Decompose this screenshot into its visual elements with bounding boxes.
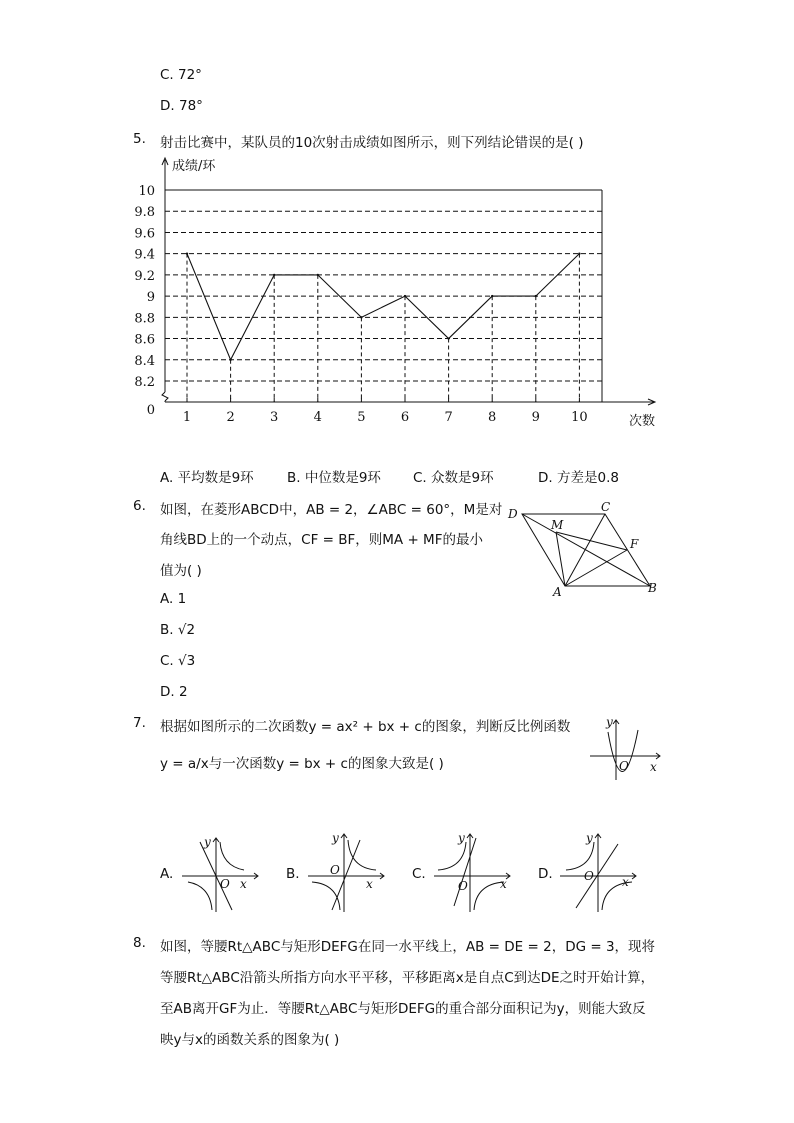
opt-c-x: x	[500, 877, 507, 891]
q7-option-b-graph	[304, 828, 389, 914]
opt-c-o: O	[458, 879, 468, 893]
data-point-8	[491, 295, 493, 297]
opt-d-x: x	[622, 875, 629, 889]
opt-a-o: O	[220, 877, 230, 891]
q8-stem-line2: 等腰Rt△ABC沿箭头所指方向水平平移，平移距离x是自点C到达DE之时开始计算，	[160, 970, 655, 986]
q7-fig-x-label: x	[650, 760, 657, 774]
y-tick-label-9.8: 9.8	[134, 205, 155, 221]
label-f: F	[630, 537, 639, 551]
q8-stem-line3: 至AB离开GF为止．等腰Rt△ABC与矩形DEFG的重合部分面积记为y，则能大致反	[160, 1001, 646, 1017]
data-point-10	[578, 252, 580, 254]
q7-fig-y-label: y	[606, 715, 613, 729]
q7-option-c: C.	[412, 866, 426, 882]
y-tick-label-8.2: 8.2	[134, 375, 155, 390]
q6-rhombus-figure	[500, 495, 670, 600]
data-point-7	[447, 337, 449, 339]
q7-parabola-figure	[585, 710, 670, 785]
opt-b-y: y	[332, 831, 339, 845]
q6-option-d: D. 2	[160, 684, 188, 700]
y-tick-label-9.2: 9.2	[134, 268, 155, 284]
x-tick-label-6: 6	[400, 410, 410, 425]
q8-stem-line1: 如图，等腰Rt△ABC与矩形DEFG在同一水平线上，AB = DE = 2，DG = 3，现将	[160, 939, 656, 955]
diagonal-ac	[565, 514, 605, 586]
label-a: A	[553, 585, 562, 599]
y-tick-label-9.4: 9.4	[134, 247, 155, 263]
q7-option-c-graph	[430, 828, 515, 914]
q5-number: 5.	[133, 131, 146, 147]
q6-stem-line2: 角线BD上的一个动点，CF = BF，则MA + MF的最小	[160, 532, 483, 548]
opt-d-y: y	[586, 831, 593, 845]
data-point-3	[273, 274, 275, 276]
q8-number: 8.	[133, 935, 146, 951]
q5-option-a: A. 平均数是9环	[160, 470, 254, 486]
q7-stem-line2: y = a/x与一次函数y = bx + c的图象大致是( )	[160, 756, 444, 772]
q7-option-d: D.	[538, 866, 553, 882]
opt-b-x: x	[366, 877, 373, 891]
q7-stem-line1: 根据如图所示的二次函数y = ax² + bx + c的图象，判断反比例函数	[160, 719, 571, 735]
q7-option-b: B.	[286, 866, 300, 882]
q6-option-a: A. 1	[160, 591, 187, 607]
y-tick-label-9.6: 9.6	[134, 226, 155, 242]
opt-a-x: x	[240, 877, 247, 891]
data-point-1	[186, 252, 188, 254]
x-tick-label-3: 3	[270, 410, 279, 425]
opt-a-y: y	[204, 835, 211, 849]
y-tick-label-8.6: 8.6	[134, 332, 155, 348]
y-axis-break	[162, 392, 168, 401]
x-axis-label: 次数	[629, 414, 656, 429]
x-tick-label-10: 10	[571, 410, 588, 425]
q8-stem-line4: 映y与x的函数关系的图象为( )	[160, 1032, 340, 1048]
q6-option-b: B. √2	[160, 622, 196, 638]
x-tick-label-1: 1	[182, 410, 192, 425]
x-tick-label-8: 8	[488, 410, 497, 425]
label-d: D	[508, 507, 518, 521]
q5-option-c: C. 众数是9环	[413, 470, 494, 486]
y-tick-label-8.8: 8.8	[134, 311, 155, 327]
label-m: M	[551, 518, 564, 532]
data-point-4	[317, 274, 319, 276]
label-c: C	[601, 500, 611, 514]
opt-b-o: O	[330, 863, 340, 877]
x-tick-label-4: 4	[313, 410, 322, 425]
q7-number: 7.	[133, 715, 146, 731]
data-point-9	[535, 295, 537, 297]
y-axis-label: 成绩/环	[172, 159, 216, 174]
x-tick-label-9: 9	[531, 410, 540, 425]
y-tick-label-9: 9	[146, 290, 155, 306]
y-tick-label-10: 10	[138, 184, 155, 199]
q6-option-c: C. √3	[160, 653, 196, 669]
label-b: B	[648, 581, 657, 595]
y-tick-label-8.4: 8.4	[134, 353, 155, 369]
x-tick-label-5: 5	[357, 410, 366, 425]
q7-fig-origin-label: O	[619, 759, 629, 773]
q5-line-chart	[130, 150, 670, 440]
q4-option-c: C. 72°	[160, 67, 202, 83]
q5-stem: 射击比赛中，某队员的10次射击成绩如图所示，则下列结论错误的是( )	[160, 135, 584, 151]
data-point-2	[229, 359, 231, 361]
data-point-5	[360, 316, 362, 318]
x-tick-label-2: 2	[226, 410, 235, 425]
q5-option-b: B. 中位数是9环	[287, 470, 381, 486]
opt-c-y: y	[458, 831, 465, 845]
q7-option-d-graph	[556, 828, 641, 914]
q7-option-a-graph	[178, 832, 263, 914]
origin-label: 0	[146, 403, 155, 418]
opt-d-o: O	[584, 869, 594, 883]
q6-number: 6.	[133, 498, 146, 514]
q6-stem-line1: 如图，在菱形ABCD中，AB = 2，∠ABC = 60°，M是对	[160, 502, 503, 518]
q7-option-a: A.	[160, 866, 174, 882]
q6-stem-line3: 值为( )	[160, 563, 202, 579]
data-point-6	[404, 295, 406, 297]
series-line	[187, 254, 579, 360]
q5-option-d: D. 方差是0.8	[538, 470, 619, 486]
segment-mf	[556, 532, 627, 550]
x-tick-label-7: 7	[444, 410, 453, 425]
q4-option-d: D. 78°	[160, 98, 203, 114]
